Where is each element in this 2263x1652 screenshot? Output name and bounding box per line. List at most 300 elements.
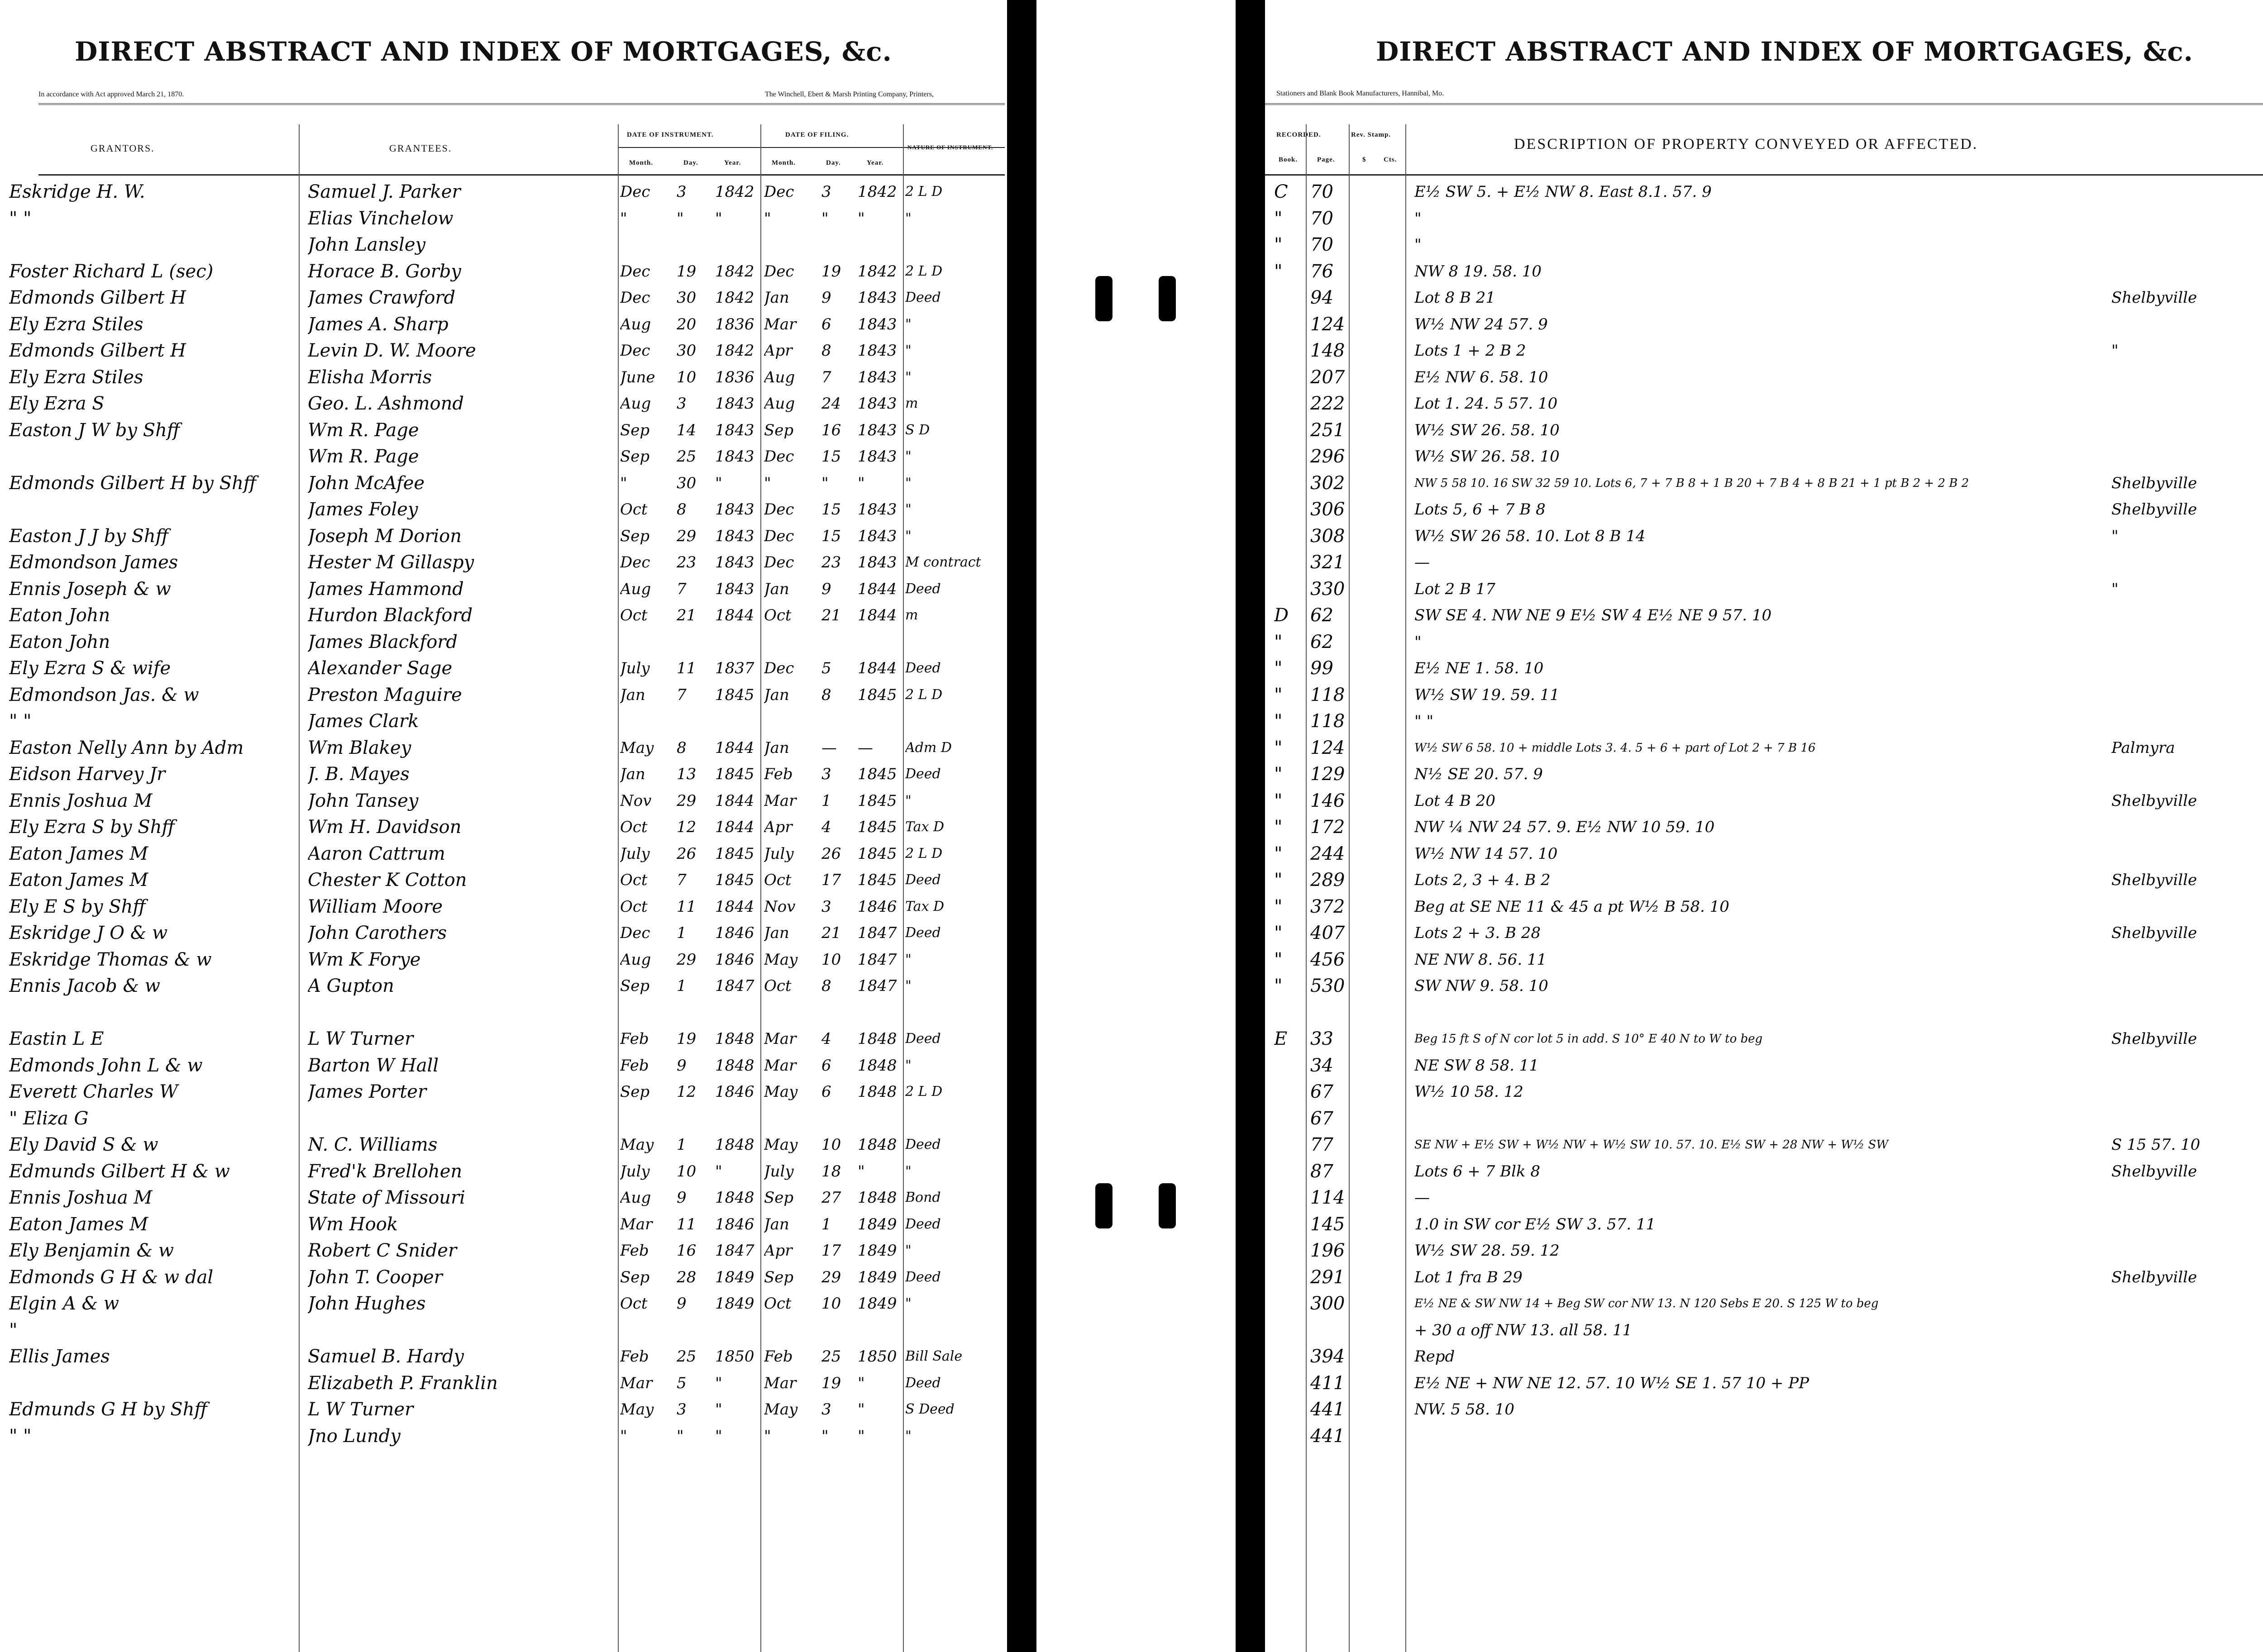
page-ref: 306 [1310,499,1345,520]
grantee-name: N. C. Williams [308,1134,438,1155]
filing-day: 17 [821,871,841,889]
instrument-nature: 2 L D [905,1084,943,1100]
instrument-day: 23 [677,553,697,571]
instrument-year: 1844 [715,791,754,810]
grantor-name: Ely Ezra Stiles [9,367,143,388]
ledger-row [1265,788,2263,814]
filing-day: 3 [821,765,831,783]
grantee-name: Robert C Snider [308,1240,457,1261]
page-ref: 308 [1310,525,1345,547]
filing-year: " [858,209,865,228]
filing-month: Dec [764,527,794,545]
ledger-row [1265,761,2263,787]
filing-day: 10 [821,1136,841,1154]
page-ref: 70 [1310,234,1333,255]
location-note: " [2111,580,2119,598]
instrument-month: Oct [620,1295,648,1313]
instrument-month: " [620,1427,627,1445]
instrument-month: Jan [620,686,645,704]
ledger-row [1265,390,2263,417]
ledger-row [0,1132,1007,1158]
filing-day: 21 [821,924,841,942]
ledger-row [1265,629,2263,655]
ledger-row [1265,1343,2263,1370]
filing-month: Mar [764,1056,797,1075]
filing-month: Jan [764,924,789,942]
page-ref: 407 [1310,923,1345,943]
instrument-day: 19 [677,1030,697,1048]
instrument-day: 3 [677,1400,687,1419]
property-description: N½ SE 20. 57. 9 [1414,765,1543,783]
instrument-month: Sep [620,977,650,995]
ledger-row [0,470,1007,496]
inst-year-header: Year. [724,159,741,167]
location-note: Shelbyville [2111,924,2197,942]
property-description: NW. 5 58. 10 [1414,1400,1514,1419]
left-header-rule [38,103,1005,107]
grantee-name: Wm R. Page [308,419,419,441]
instrument-nature: " [905,978,912,994]
grantor-name: Foster Richard L (sec) [9,261,214,282]
instrument-nature: " [905,1295,912,1311]
page-ref: 67 [1310,1081,1333,1102]
filing-day: 1 [821,1215,831,1233]
filing-month: " [764,209,771,228]
ledger-row [0,629,1007,655]
property-description: Beg at SE NE 11 & 45 a pt W½ B 58. 10 [1414,897,1729,916]
instrument-year: " [715,1162,722,1181]
filing-day: 9 [821,580,831,598]
grantee-name: John Lansley [308,234,426,255]
grantee-name: John McAfee [308,472,425,494]
instrument-nature: " [905,1163,912,1179]
ledger-row [0,1238,1007,1264]
grantee-name: John Carothers [308,923,447,943]
instrument-month: Dec [620,553,650,571]
filing-month: Aug [764,395,795,413]
page-ref: 118 [1310,684,1345,705]
ledger-row [1265,708,2263,734]
grantee-name: James A. Sharp [308,314,449,335]
instrument-day: 10 [677,1162,697,1181]
instrument-day: 7 [677,686,687,704]
page-ref: 372 [1310,896,1345,917]
book-ref: " [1274,234,1283,255]
page-ref: 114 [1310,1187,1345,1208]
property-description: Lots 6 + 7 Blk 8 [1414,1162,1541,1181]
grantor-name: " " [9,1425,32,1447]
property-description: E½ NE + NW NE 12. 57. 10 W½ SE 1. 57 10 + PP [1414,1374,1809,1392]
property-description: W½ SW 6 58. 10 + middle Lots 3. 4. 5 + 6 + part of Lot 2 + 7 B 16 [1414,741,1816,755]
book-ref: " [1274,790,1283,811]
filing-year: 1843 [858,421,897,439]
page-ref: 76 [1310,261,1333,282]
instrument-day: 29 [677,527,697,545]
filing-day: 3 [821,897,831,916]
grantor-name: Edmonds Gilbert H [9,287,186,308]
filing-month: Jan [764,1215,789,1233]
location-note: Shelbyville [2111,791,2197,810]
filing-month: " [764,474,771,492]
instrument-month: Sep [620,448,650,466]
filing-month: " [764,1427,771,1445]
filing-year: 1844 [858,606,897,624]
grantee-name: James Clark [308,711,419,732]
instrument-day: 5 [677,1374,687,1392]
ledger-row [1265,602,2263,628]
ledger-row [1265,841,2263,867]
ledger-row [0,973,1007,999]
grantee-name: Fred'k Brellohen [308,1161,463,1182]
filing-month: July [764,844,794,863]
ledger-row [1265,1105,2263,1132]
filing-day: 21 [821,606,841,624]
grantor-name: Edmondson Jas. & w [9,684,199,705]
ledger-row [1265,258,2263,285]
instrument-nature: Deed [905,290,941,305]
filing-day: 6 [821,1083,831,1101]
instrument-month: Feb [620,1347,649,1366]
grantee-name: Samuel B. Hardy [308,1346,464,1367]
book-ref: " [1274,976,1283,996]
grantor-name: Edmondson James [9,552,178,573]
property-description: Beg 15 ft S of N cor lot 5 in add. S 10° E 40 N to W to beg [1414,1032,1763,1046]
ledger-row [1265,1132,2263,1158]
page-ref: 207 [1310,367,1345,388]
instrument-nature: " [905,1428,912,1444]
filing-month: Jan [764,580,789,598]
ledger-row [0,364,1007,390]
instrument-day: 30 [677,342,697,360]
filing-day: 24 [821,395,841,413]
binding-hole [1159,1183,1176,1228]
instrument-month: Oct [620,500,648,519]
instrument-year: 1843 [715,553,754,571]
instrument-day: 25 [677,1347,697,1366]
ledger-row [0,735,1007,761]
ledger-row [1265,735,2263,761]
ledger-row [1265,549,2263,576]
filing-day: 3 [821,1400,831,1419]
page-ref: 530 [1310,976,1345,996]
ledger-row [0,1158,1007,1185]
page-ref: 196 [1310,1240,1345,1261]
filing-day: 5 [821,659,831,677]
instrument-nature: S Deed [905,1401,955,1417]
filing-month: May [764,950,798,969]
property-description: E½ NW 6. 58. 10 [1414,368,1548,386]
ledger-row [0,1000,1007,1026]
instrument-year: 1842 [715,183,754,201]
filing-month: Mar [764,1030,797,1048]
instrument-month: Nov [620,791,652,810]
grantor-name: " [9,1319,18,1341]
ledger-row [1265,682,2263,708]
filing-month: Feb [764,765,793,783]
grantor-name: Eaton John [9,605,110,626]
property-description: E½ NE & SW NW 14 + Beg SW cor NW 13. N 120 Sebs E 20. S 125 W to beg [1414,1297,1879,1310]
location-note: Shelbyville [2111,289,2197,307]
property-description: Lots 2 + 3. B 28 [1414,924,1541,942]
grantor-name: Ely Benjamin & w [9,1240,174,1261]
filing-day: 19 [821,262,841,281]
property-description: SW NW 9. 58. 10 [1414,977,1548,995]
grantor-name: Ely E S by Shff [9,896,146,917]
instrument-year: 1848 [715,1030,754,1048]
property-description: W½ 10 58. 12 [1414,1083,1523,1101]
page-ref: 70 [1310,208,1333,229]
instrument-day: 25 [677,448,697,466]
grantor-name: Eastin L E [9,1028,104,1049]
grantee-name: James Hammond [308,578,464,600]
instrument-month: July [620,1162,650,1181]
instrument-nature: 2 L D [905,263,943,279]
filing-year: 1845 [858,818,897,836]
ledger-row [1265,947,2263,973]
grantor-name: Ely Ezra S by Shff [9,817,175,838]
ledger-row [1265,443,2263,470]
filing-month: Dec [764,262,794,281]
filing-month: Oct [764,871,792,889]
filing-year: 1843 [858,448,897,466]
page-ref: 172 [1310,817,1345,838]
grantor-name: Ely Ezra S [9,393,105,414]
ledger-row [0,1264,1007,1290]
instrument-nature: M contract [905,554,981,570]
right-column-header-rule [1265,174,2263,176]
instrument-nature: Deed [905,872,941,888]
page-ref: 124 [1310,314,1345,335]
filing-month: Dec [764,448,794,466]
grantor-name: Ennis Joseph & w [9,578,171,600]
left-ledger-page [0,0,1007,1652]
filing-day: 7 [821,368,831,386]
grantee-name: Alexander Sage [308,658,453,679]
filing-day: " [821,474,829,492]
instrument-day: 20 [677,315,697,333]
page-ref: 222 [1310,393,1345,414]
book-ref: " [1274,817,1283,838]
property-description: W½ SW 26. 58. 10 [1414,448,1560,466]
instrument-nature: Bill Sale [905,1348,963,1364]
instrument-year: 1848 [715,1136,754,1154]
instrument-year: 1848 [715,1056,754,1075]
filing-day: 17 [821,1242,841,1260]
page-ref: 67 [1310,1108,1333,1129]
ledger-row [0,443,1007,470]
ledger-row [1265,523,2263,549]
page-ref: 302 [1310,472,1345,494]
instrument-day: 9 [677,1295,687,1313]
property-description: NW 5 58 10. 16 SW 32 59 10. Lots 6, 7 + 7 B 8 + 1 B 20 + 7 B 4 + 8 B 21 + 1 pt B 2 + 2 B 2 [1414,476,1969,490]
instrument-day: 11 [677,1215,697,1233]
rev-stamp-header: Rev. Stamp. [1351,131,1391,138]
instrument-day: 3 [677,183,687,201]
property-description: Lots 5, 6 + 7 B 8 [1414,500,1546,519]
property-description: Lots 2, 3 + 4. B 2 [1414,871,1551,889]
grantee-name: James Porter [308,1081,427,1102]
instrument-month: Aug [620,1189,651,1207]
grantee-name: Wm Blakey [308,737,411,758]
instrument-day: 7 [677,580,687,598]
ledger-row [1265,867,2263,893]
location-note: " [2111,527,2119,545]
ledger-row [0,523,1007,549]
filing-year: 1847 [858,924,897,942]
book-ref: " [1274,684,1283,705]
instrument-nature: m [905,607,918,623]
filing-day: 8 [821,977,831,995]
property-description: " [1414,209,1422,228]
filing-year: 1845 [858,871,897,889]
grantees-header: GRANTEES. [389,143,452,154]
page-ref: 145 [1310,1214,1345,1235]
grantee-name: Wm K Forye [308,949,421,970]
property-description: SW SE 4. NW NE 9 E½ SW 4 E½ NE 9 57. 10 [1414,606,1772,624]
grantor-name: Edmunds G H by Shff [9,1399,207,1420]
page-ref: 300 [1310,1293,1345,1314]
grantee-name: State of Missouri [308,1187,465,1208]
grantor-name: Easton J J by Shff [9,525,169,547]
book-ref: E [1274,1028,1288,1049]
filing-day: 23 [821,553,841,571]
filing-month: Dec [764,500,794,519]
instrument-nature: " [905,501,912,517]
instrument-day: 11 [677,897,697,916]
location-note: Shelbyville [2111,1162,2197,1181]
filing-month: Oct [764,1295,792,1313]
property-description: W½ SW 26 58. 10. Lot 8 B 14 [1414,527,1646,545]
book-ref: " [1274,764,1283,785]
ledger-row [0,947,1007,973]
location-note: Shelbyville [2111,1030,2197,1048]
filing-day: — [821,738,837,757]
grantee-name: Barton W Hall [308,1055,439,1076]
instrument-month: Sep [620,1268,650,1286]
right-ledger-page [1265,0,2263,1652]
book-ref: " [1274,737,1283,758]
ledger-row [0,1290,1007,1317]
page-ref: 296 [1310,446,1345,467]
instrument-month: Oct [620,606,648,624]
filing-year: 1845 [858,791,897,810]
filing-year: 1843 [858,342,897,360]
instrument-day: 3 [677,395,687,413]
ledger-row [0,496,1007,523]
page-ref: 118 [1310,711,1345,732]
instrument-year: 1836 [715,315,754,333]
filing-year: 1842 [858,183,897,201]
filing-day: 16 [821,421,841,439]
property-description: " " [1414,712,1434,730]
grantee-name: James Foley [308,499,418,520]
grantee-name: Elisha Morris [308,367,432,388]
property-description: W½ SW 28. 59. 12 [1414,1242,1560,1260]
instrument-month: Oct [620,818,648,836]
filing-year: 1844 [858,659,897,677]
ledger-row [1265,205,2263,232]
instrument-day: 19 [677,262,697,281]
grantee-name: James Blackford [308,631,458,652]
left-column-header-rule [38,174,1005,176]
filing-year: 1847 [858,950,897,969]
property-description: W½ NW 24 57. 9 [1414,315,1548,333]
ledger-row [0,682,1007,708]
instrument-day: 12 [677,1083,697,1101]
nature-header: NATURE OF INSTRUMENT. [907,144,993,151]
grantee-name: A Gupton [308,976,394,996]
property-description: NW ¼ NW 24 57. 9. E½ NW 10 59. 10 [1414,818,1715,836]
binding-hole [1159,276,1176,321]
instrument-month: Sep [620,527,650,545]
filing-day: 8 [821,342,831,360]
filing-year: 1844 [858,580,897,598]
grantor-name: Edmonds Gilbert H [9,340,186,361]
instrument-nature: " [905,1057,912,1073]
instrument-month: Aug [620,395,651,413]
instrument-day: 29 [677,791,697,810]
book-ref: " [1274,843,1283,864]
ledger-row [1265,496,2263,523]
grantee-name: L W Turner [308,1028,414,1049]
grantor-name: Eskridge Thomas & w [9,949,212,970]
instrument-year: " [715,1400,722,1419]
ledger-row [0,1343,1007,1370]
property-description: NE NW 8. 56. 11 [1414,950,1547,969]
filing-day: 10 [821,1295,841,1313]
instrument-day: 21 [677,606,697,624]
filing-year: 1849 [858,1242,897,1260]
location-note: Shelbyville [2111,500,2197,519]
grantee-name: Samuel J. Parker [308,181,461,202]
page-ref: 244 [1310,843,1345,864]
ledger-row [1265,470,2263,496]
ledger-row [0,841,1007,867]
filing-year: 1842 [858,262,897,281]
left-imprint-printer: The Winchell, Ebert & Marsh Printing Company, Printers, [765,90,934,98]
property-description: W½ SW 26. 58. 10 [1414,421,1560,439]
page-ref: 62 [1310,631,1333,652]
grantee-name: William Moore [308,896,443,917]
ledger-row [0,338,1007,364]
property-description: SE NW + E½ SW + W½ NW + W½ SW 10. 57. 10. E½ SW + 28 NW + W½ SW [1414,1138,1889,1152]
property-description: NE SW 8 58. 11 [1414,1056,1539,1075]
instrument-day: " [677,209,684,228]
instrument-month: Dec [620,924,650,942]
grantee-name: Wm R. Page [308,446,419,467]
filing-year: 1848 [858,1056,897,1075]
instrument-year: 1844 [715,818,754,836]
instrument-nature: Tax D [905,819,945,835]
description-header: DESCRIPTION OF PROPERTY CONVEYED OR AFFECTED. [1514,136,1978,152]
filing-month: Mar [764,315,797,333]
ledger-row [1265,1158,2263,1185]
right-imprint-stationers: Stationers and Blank Book Manufacturers, Hannibal, Mo. [1276,90,1444,97]
ledger-row [0,1370,1007,1396]
instrument-nature: " [905,210,912,226]
filing-day: 25 [821,1347,841,1366]
instrument-month: Oct [620,871,648,889]
ledger-row [1265,814,2263,840]
filing-month: July [764,1162,794,1181]
grantor-name: Eidson Harvey Jr [9,764,166,785]
instrument-month: July [620,659,650,677]
filing-year: 1849 [858,1268,897,1286]
location-note: Palmyra [2111,738,2175,757]
ledger-row [0,1185,1007,1211]
instrument-nature: " [905,448,912,464]
filing-year: 1843 [858,500,897,519]
